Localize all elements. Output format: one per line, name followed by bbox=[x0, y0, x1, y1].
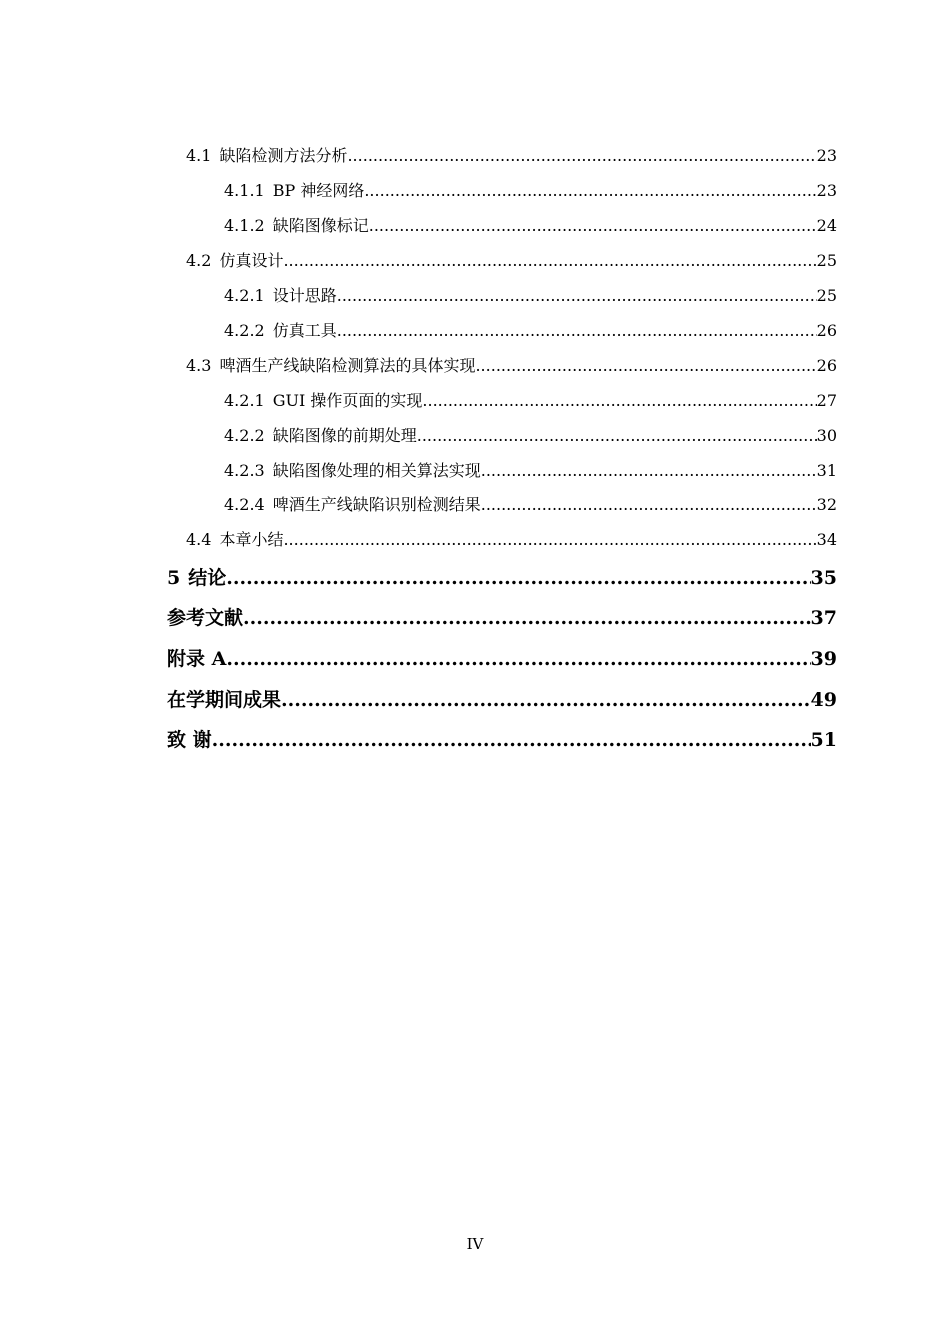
toc-entry-title bbox=[186, 143, 347, 169]
toc-entry-title bbox=[186, 353, 475, 379]
toc-entry-page: 49 bbox=[810, 689, 837, 711]
toc-entry-text: 啤酒生产线缺陷检测算法的具体实现 bbox=[219, 356, 476, 375]
toc-entry-page: 51 bbox=[810, 729, 837, 751]
toc-entry-page: 34 bbox=[816, 530, 837, 549]
toc-entry-number: 4.1 bbox=[186, 146, 212, 165]
toc-leader-dots bbox=[243, 603, 811, 633]
toc-entry[interactable] bbox=[224, 492, 837, 518]
toc-entry-page: 24 bbox=[816, 216, 837, 235]
toc-entry-title bbox=[224, 178, 364, 204]
toc-entry-page: 32 bbox=[816, 495, 837, 514]
toc-entry-number: 4.2 bbox=[186, 251, 212, 270]
toc-entry-text: 缺陷图像的前期处理 bbox=[272, 426, 417, 445]
toc-leader-dots bbox=[347, 143, 816, 169]
toc-entry-number: 4.4 bbox=[186, 530, 212, 549]
toc-leader-dots bbox=[226, 563, 810, 593]
toc-entry[interactable] bbox=[224, 458, 837, 484]
toc-entry[interactable] bbox=[224, 178, 837, 204]
toc-entry-title bbox=[167, 725, 212, 755]
toc-entry-title bbox=[224, 283, 337, 309]
toc-entry-title bbox=[224, 492, 481, 518]
toc-leader-dots bbox=[281, 685, 811, 715]
toc-entry-text: 本章小结 bbox=[219, 530, 284, 549]
toc-leader-dots bbox=[369, 213, 817, 239]
toc-entry-number: 4.2.2 bbox=[224, 321, 265, 340]
toc-entry-page: 26 bbox=[816, 356, 837, 375]
toc-leader-dots bbox=[283, 527, 816, 553]
toc-entry-page: 23 bbox=[816, 146, 837, 165]
toc-entry-title bbox=[224, 458, 481, 484]
toc-leader-dots bbox=[212, 725, 811, 755]
toc-leader-dots bbox=[481, 458, 817, 484]
toc-entry-text: 啤酒生产线缺陷识别检测结果 bbox=[272, 495, 481, 514]
toc-entry-number: 4.1.1 bbox=[224, 181, 265, 200]
toc-entry-title bbox=[186, 248, 283, 274]
toc-entry[interactable] bbox=[224, 318, 837, 344]
toc-entry-number: 4.2.1 bbox=[224, 286, 265, 305]
toc-entry-title bbox=[186, 527, 283, 553]
toc-entry-title bbox=[224, 388, 422, 414]
toc-leader-dots bbox=[283, 248, 816, 274]
toc-entry-text: 仿真工具 bbox=[272, 321, 337, 340]
toc-entry-page: 25 bbox=[816, 286, 837, 305]
toc-entry-number: 4.2.3 bbox=[224, 461, 265, 480]
toc-entry[interactable] bbox=[186, 248, 837, 274]
toc-entry-page: 27 bbox=[816, 391, 837, 410]
toc-entry-page: 37 bbox=[810, 607, 837, 629]
toc-chapter-entry[interactable] bbox=[167, 725, 837, 755]
toc-entry[interactable] bbox=[186, 143, 837, 169]
toc-entry-page: 35 bbox=[810, 567, 837, 589]
toc-entry[interactable] bbox=[224, 423, 837, 449]
toc-chapter-entry[interactable] bbox=[167, 644, 837, 674]
toc-entry-text: 参考文献 bbox=[167, 607, 244, 629]
toc-entry-page: 25 bbox=[816, 251, 837, 270]
toc-leader-dots bbox=[364, 178, 816, 204]
toc-entry-number: 4.2.4 bbox=[224, 495, 265, 514]
toc-entry-text: 结论 bbox=[188, 567, 227, 589]
toc-entry-title bbox=[167, 563, 226, 593]
toc-entry[interactable] bbox=[186, 353, 837, 379]
toc-entry-text: 缺陷图像标记 bbox=[272, 216, 369, 235]
toc-entry-text: 在学期间成果 bbox=[167, 689, 282, 711]
toc-entry[interactable] bbox=[186, 527, 837, 553]
toc-entry-page: 39 bbox=[810, 648, 837, 670]
toc-entry-number: 4.1.2 bbox=[224, 216, 265, 235]
toc-entry-page: 26 bbox=[816, 321, 837, 340]
toc-leader-dots bbox=[481, 492, 817, 518]
page-number: IV bbox=[466, 1235, 484, 1253]
toc-entry-text: 设计思路 bbox=[272, 286, 337, 305]
toc-entry[interactable] bbox=[224, 388, 837, 414]
toc-leader-dots bbox=[417, 423, 817, 449]
toc-leader-dots bbox=[475, 353, 816, 379]
toc-entry-page: 31 bbox=[816, 461, 837, 480]
toc-entry-title bbox=[224, 213, 369, 239]
toc-leader-dots bbox=[337, 318, 817, 344]
toc-entry-title bbox=[167, 685, 281, 715]
toc-chapter-entry[interactable] bbox=[167, 563, 837, 593]
toc-entry-title bbox=[224, 423, 417, 449]
toc-chapter-entry[interactable] bbox=[167, 685, 837, 715]
toc-entry[interactable] bbox=[224, 283, 837, 309]
toc-leader-dots bbox=[337, 283, 817, 309]
toc-chapter-entry[interactable] bbox=[167, 603, 837, 633]
toc-entry-number: 4.2.2 bbox=[224, 426, 265, 445]
toc-entry-title bbox=[167, 644, 226, 674]
toc-entry-title bbox=[224, 318, 337, 344]
toc-entry[interactable] bbox=[224, 213, 837, 239]
toc-entry-text: 缺陷检测方法分析 bbox=[219, 146, 348, 165]
toc-entry-text: 仿真设计 bbox=[219, 251, 284, 270]
toc-entry-page: 23 bbox=[816, 181, 837, 200]
toc-entry-number: 4.2.1 bbox=[224, 391, 265, 410]
toc-entry-text: 缺陷图像处理的相关算法实现 bbox=[272, 461, 481, 480]
toc-leader-dots bbox=[226, 644, 810, 674]
toc-entry-number: 5 bbox=[167, 567, 181, 589]
toc-leader-dots bbox=[422, 388, 816, 414]
toc-entry-page: 30 bbox=[816, 426, 837, 445]
toc-entry-text: GUI 操作页面的实现 bbox=[272, 391, 423, 410]
toc-entry-text: 致 谢 bbox=[167, 729, 212, 751]
toc-entry-text: 附录 A bbox=[167, 648, 227, 670]
toc-entry-text: BP 神经网络 bbox=[272, 181, 365, 200]
toc-entry-number: 4.3 bbox=[186, 356, 212, 375]
toc-entry-title bbox=[167, 603, 243, 633]
